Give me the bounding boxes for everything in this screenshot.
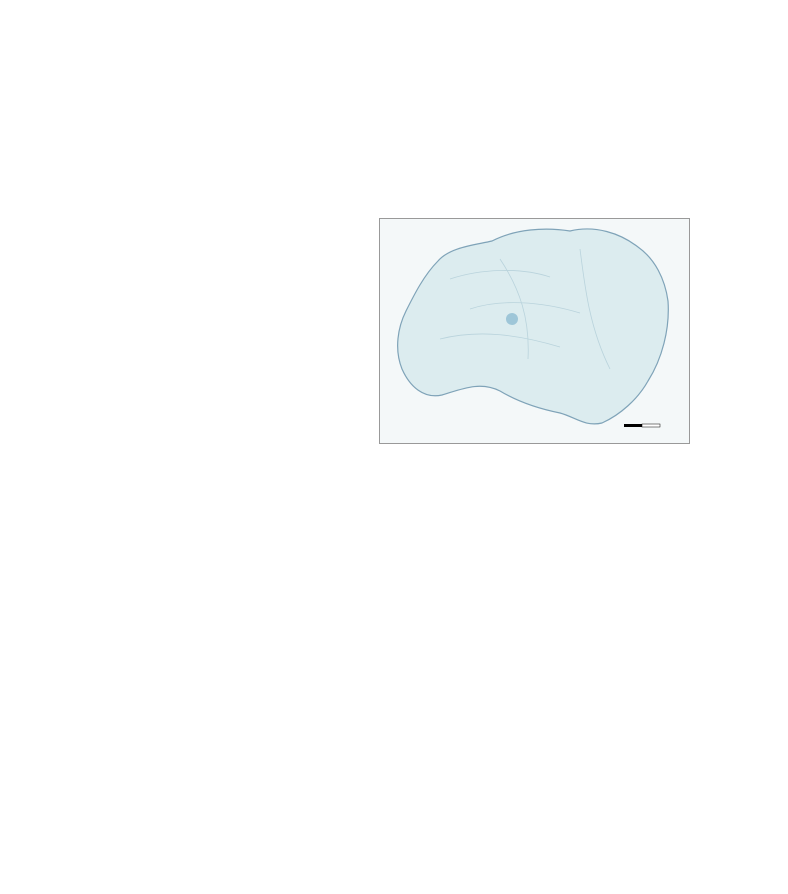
vatnajokull-map [379, 218, 690, 444]
grimsvotn-lake [506, 313, 518, 325]
balance-charts [110, 476, 710, 728]
scale-bar [624, 424, 660, 427]
glacier-outline [398, 229, 669, 424]
map-graphic [380, 219, 689, 443]
